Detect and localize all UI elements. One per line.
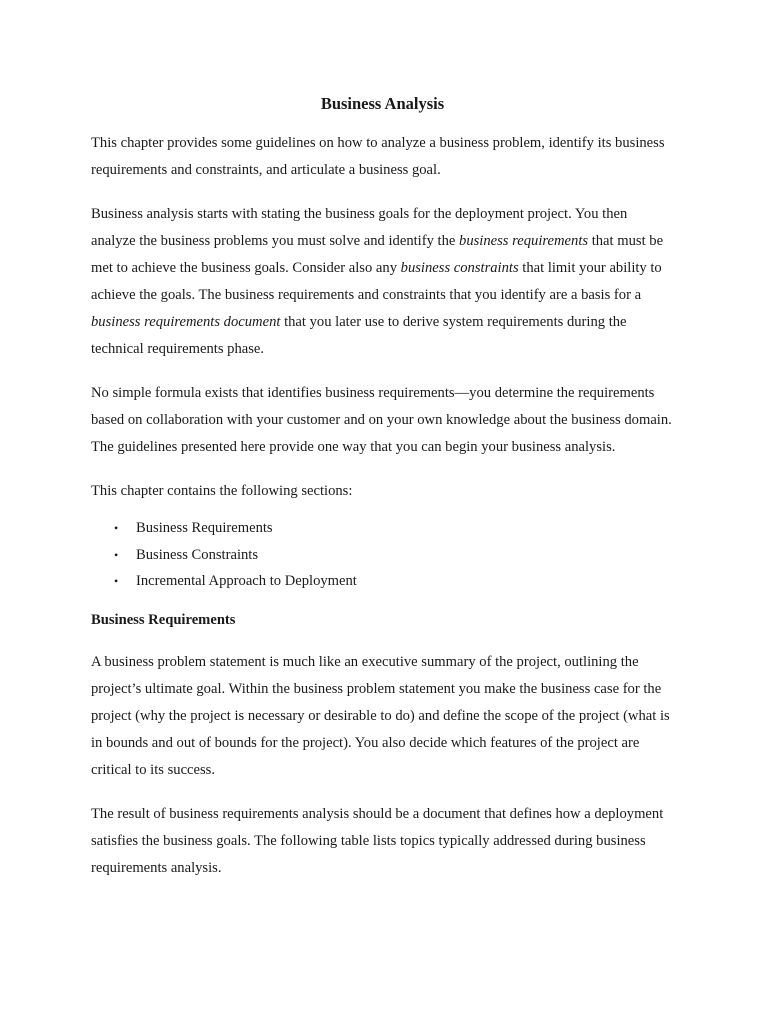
list-item [91,515,674,542]
term-business-requirements-document: business requirements document [91,314,281,330]
list-item [91,542,674,569]
section-heading-business-requirements: Business Requirements [91,611,236,628]
problem-statement-paragraph: A business problem statement is much like an executive summary of the project, outlining the project’s ultimate goal. Within the business problem statement you make the business case for the project (why the project is necessary or desirable to do) and define the scope of the project (what is in bounds and out of bounds for the project). You also decide which features of the project are critical to its success. [91,653,670,778]
para2-text-3: that limit your ability to achieve the goals. The business requirements and constraints that you identify are a basis for a [91,260,662,303]
para2-text-4: that you later use to derive system requirements during the technical requirements phase. [91,314,627,357]
list-item-label: Incremental Approach to Deployment [136,573,357,589]
sections-intro: This chapter contains the following sections: [91,483,353,499]
business-analysis-paragraph [91,201,674,363]
sections-list [91,515,674,595]
bullet-icon: • [114,521,119,535]
list-item [91,568,674,595]
bullet-icon: • [114,547,119,562]
list-item-label: Business Constraints [136,546,259,563]
bullet-icon: • [114,574,119,588]
page-title: Business Analysis [320,94,445,113]
para2-text-2: that must be met to achieve the business goals. Consider also any [91,233,664,276]
list-item-label: Business Requirements [136,520,273,536]
para2-text-1: Business analysis starts with stating the business goals for the deployment project. You then analyze the business problems you must solve and identify the [91,206,628,249]
term-business-requirements: business requirements [459,233,589,249]
term-business-constraints: business constraints [400,260,519,276]
result-paragraph: The result of business requirements analysis should be a document that defines how a deployment satisfies the business goals. The following table lists topics typically addressed during business requirements analysis. [91,805,664,876]
intro-paragraph: This chapter provides some guidelines on how to analyze a business problem, identify its business requirements and constraints, and articulate a business goal. [91,135,665,178]
formula-paragraph: No simple formula exists that identifies business requirements—you determine the requirements based on collaboration with your customer and on your own knowledge about the business domain. The guidelines presented here provide one way that you can begin your business analysis. [91,385,672,455]
